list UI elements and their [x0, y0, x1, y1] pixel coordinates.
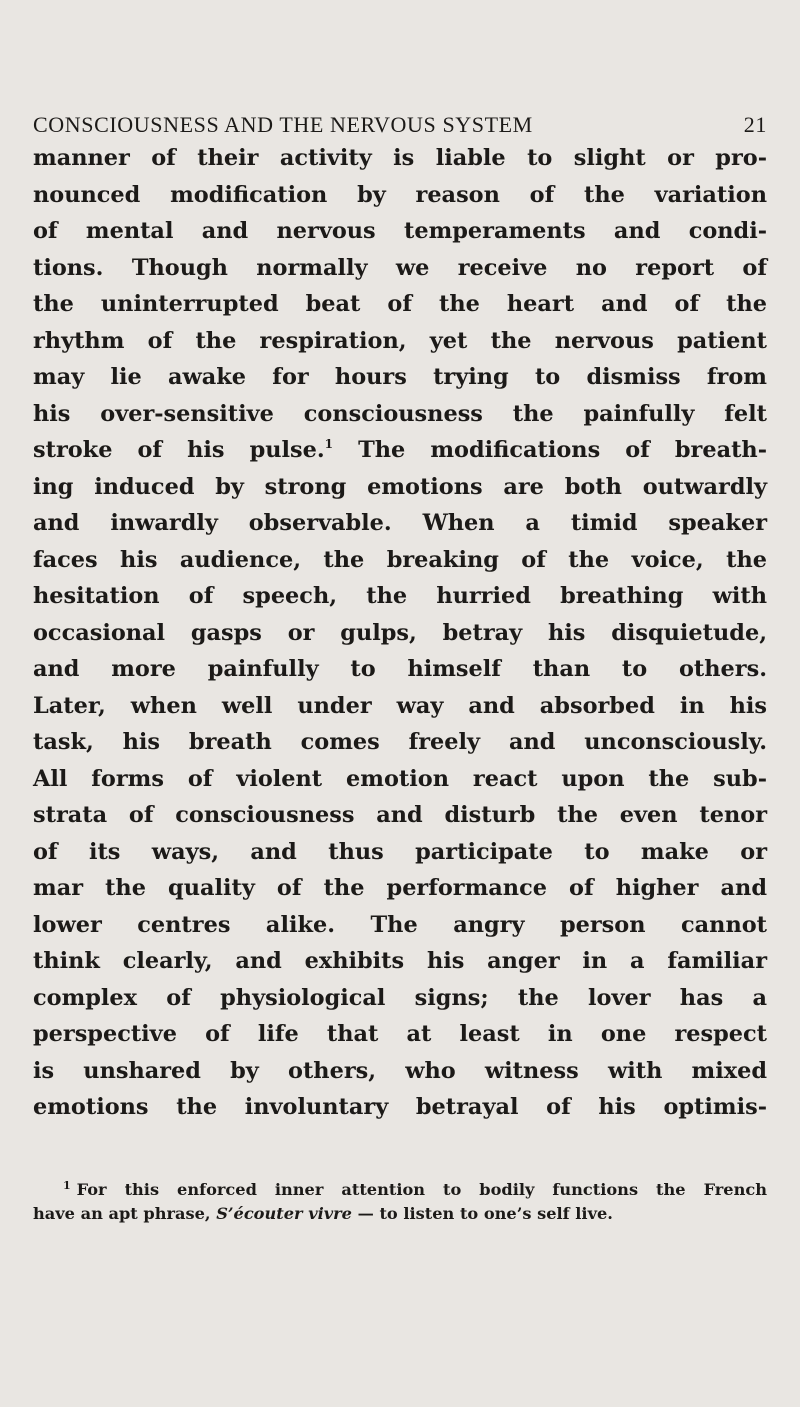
footnote-line: [33, 1202, 767, 1226]
footnote: [33, 1178, 767, 1226]
page-number: 21: [743, 112, 767, 137]
text-line: faces his audience, the breaking of the voice, the: [33, 546, 767, 573]
text-line: All forms of violent emotion react upon the sub-: [33, 765, 767, 792]
footnote-french-phrase: S’écouter vivre: [216, 1204, 352, 1223]
footnote-text: — to listen to one’s self live.: [351, 1204, 613, 1223]
text-line: may lie awake for hours trying to dismiss from: [33, 364, 767, 390]
footnote-reference: 1: [324, 437, 334, 451]
text-line: ing induced by strong emotions are both outwardly: [33, 473, 767, 500]
text-fragment: stroke of his pulse.: [33, 437, 325, 463]
text-line: of its ways, and thus participate to make or: [33, 838, 767, 865]
footnote-text: have an apt phrase,: [33, 1204, 217, 1223]
text-line: Later, when well under way and absorbed in his: [33, 692, 767, 719]
text-line: perspective of life that at least in one respect: [33, 1021, 767, 1047]
text-line: task, his breath comes freely and unconsciously.: [33, 729, 767, 755]
text-line: nounced modification by reason of the variation: [33, 181, 767, 208]
footnote-line: [33, 1178, 767, 1202]
body-text: [33, 140, 767, 1126]
text-line: complex of physiological signs; the lover has a: [33, 984, 767, 1011]
running-head-title: CONSCIOUSNESS AND THE NERVOUS SYSTEM: [33, 112, 533, 137]
footnote-text: For this enforced inner attention to bodily functions the French: [76, 1180, 767, 1199]
text-line: emotions the involuntary betrayal of his optimis-: [33, 1094, 767, 1120]
text-line: lower centres alike. The angry person cannot: [33, 911, 767, 938]
text-line: strata of consciousness and disturb the even tenor: [33, 802, 767, 828]
text-line: rhythm of the respiration, yet the nervous patient: [33, 327, 767, 354]
running-head: [33, 112, 767, 138]
text-line: think clearly, and exhibits his anger in a familiar: [33, 948, 767, 974]
text-line: his over-sensitive consciousness the painfully felt: [33, 400, 767, 427]
text-line: manner of their activity is liable to slight or pro-: [33, 145, 767, 171]
text-line: tions. Though normally we receive no report of: [33, 254, 767, 281]
text-line: mar the quality of the performance of higher and: [33, 875, 767, 901]
footnote-number: 1: [63, 1179, 71, 1192]
text-line: of mental and nervous temperaments and condi-: [33, 218, 767, 244]
text-line: is unshared by others, who witness with mixed: [33, 1057, 767, 1084]
text-line: the uninterrupted beat of the heart and of the: [33, 291, 767, 317]
text-fragment: The modifications of breath-: [333, 437, 767, 463]
text-line-with-footnote: [33, 432, 767, 469]
text-line: occasional gasps or gulps, betray his disquietude,: [33, 619, 767, 646]
text-line: and inwardly observable. When a timid speaker: [33, 510, 767, 536]
text-line: and more painfully to himself than to others.: [33, 656, 767, 682]
text-line: hesitation of speech, the hurried breathing with: [33, 583, 767, 609]
